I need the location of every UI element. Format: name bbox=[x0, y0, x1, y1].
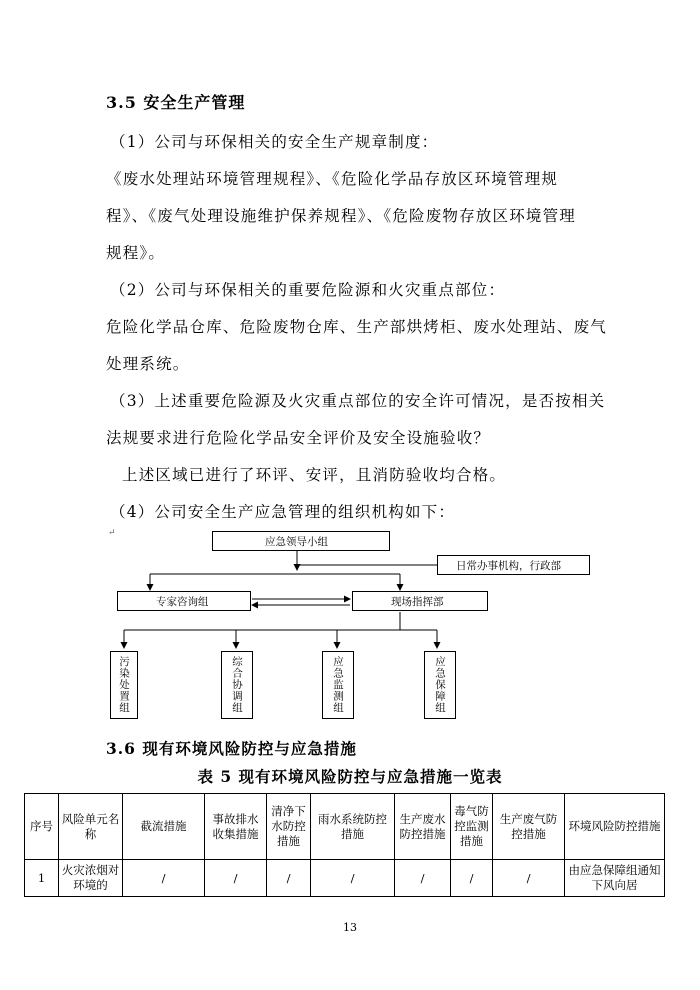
paragraph-2: 《废水处理站环境管理规程》、《危险化学品存放区环境管理规 bbox=[106, 170, 559, 188]
table-row bbox=[25, 860, 665, 897]
risk-measures-table bbox=[24, 793, 665, 897]
table-cell: / bbox=[311, 860, 395, 897]
org-box-group-2: 综合协调组 bbox=[221, 651, 253, 719]
header-cell: 序号 bbox=[25, 794, 59, 860]
org-box-group-4: 应急保障组 bbox=[424, 651, 456, 719]
org-box-office: 日常办事机构，行政部 bbox=[437, 555, 590, 575]
paragraph-mark: ↵ bbox=[108, 528, 116, 538]
org-box-command: 现场指挥部 bbox=[352, 591, 488, 611]
table-header-row bbox=[25, 794, 665, 860]
paragraph-11: （4）公司安全生产应急管理的组织机构如下： bbox=[110, 503, 456, 521]
table-cell: / bbox=[451, 860, 493, 897]
paragraph-9: 法规要求进行危险化学品安全评价及安全设施验收？ bbox=[106, 429, 491, 447]
header-cell: 风险单元名称 bbox=[59, 794, 123, 860]
header-cell: 生产废水防控措施 bbox=[395, 794, 451, 860]
header-cell: 事故排水收集措施 bbox=[205, 794, 267, 860]
paragraph-8: （3）上述重要危险源及火灾重点部位的安全许可情况，是否按相关 bbox=[110, 392, 606, 410]
org-box-group-1: 污染处置组 bbox=[110, 651, 138, 719]
org-box-leader: 应急领导小组 bbox=[212, 531, 390, 551]
header-cell: 生产废气防控措施 bbox=[493, 794, 565, 860]
section-heading-3-6: 3.6 现有环境风险防控与应急措施 bbox=[106, 739, 357, 758]
paragraph-4: 规程》。 bbox=[106, 244, 166, 262]
paragraph-10: 上述区域已进行了环评、安评，且消防验收均合格。 bbox=[122, 466, 507, 484]
paragraph-1: （1）公司与环保相关的安全生产规章制度： bbox=[110, 133, 439, 151]
header-cell: 环境风险防控措施 bbox=[565, 794, 665, 860]
table-cell: / bbox=[123, 860, 205, 897]
header-cell: 截流措施 bbox=[123, 794, 205, 860]
table-caption: 表 5 现有环境风险防控与应急措施一览表 bbox=[197, 767, 503, 786]
table-cell: 1 bbox=[25, 860, 59, 897]
header-cell: 清净下水防控措施 bbox=[267, 794, 311, 860]
table-cell: / bbox=[493, 860, 565, 897]
paragraph-6: 危险化学品仓库、危险废物仓库、生产部烘烤柜、废水处理站、废气 bbox=[106, 318, 608, 336]
table-cell: / bbox=[205, 860, 267, 897]
org-box-group-3: 应急监测组 bbox=[322, 651, 354, 719]
paragraph-3: 程》、《废气处理设施维护保养规程》、《危险废物存放区环境管理 bbox=[106, 207, 577, 225]
paragraph-5: （2）公司与环保相关的重要危险源和火灾重点部位： bbox=[110, 281, 506, 299]
table-cell: / bbox=[267, 860, 311, 897]
table-cell: 由应急保障组通知下风向居 bbox=[565, 860, 665, 897]
org-box-expert: 专家咨询组 bbox=[117, 591, 251, 611]
section-heading-3-5: 3.5 安全生产管理 bbox=[106, 93, 246, 112]
table-cell: 火灾浓烟对环境的 bbox=[59, 860, 123, 897]
paragraph-7: 处理系统。 bbox=[106, 355, 190, 373]
table-cell: / bbox=[395, 860, 451, 897]
header-cell: 毒气防控监测措施 bbox=[451, 794, 493, 860]
header-cell: 雨水系统防控措施 bbox=[311, 794, 395, 860]
page-number: 13 bbox=[343, 921, 357, 934]
